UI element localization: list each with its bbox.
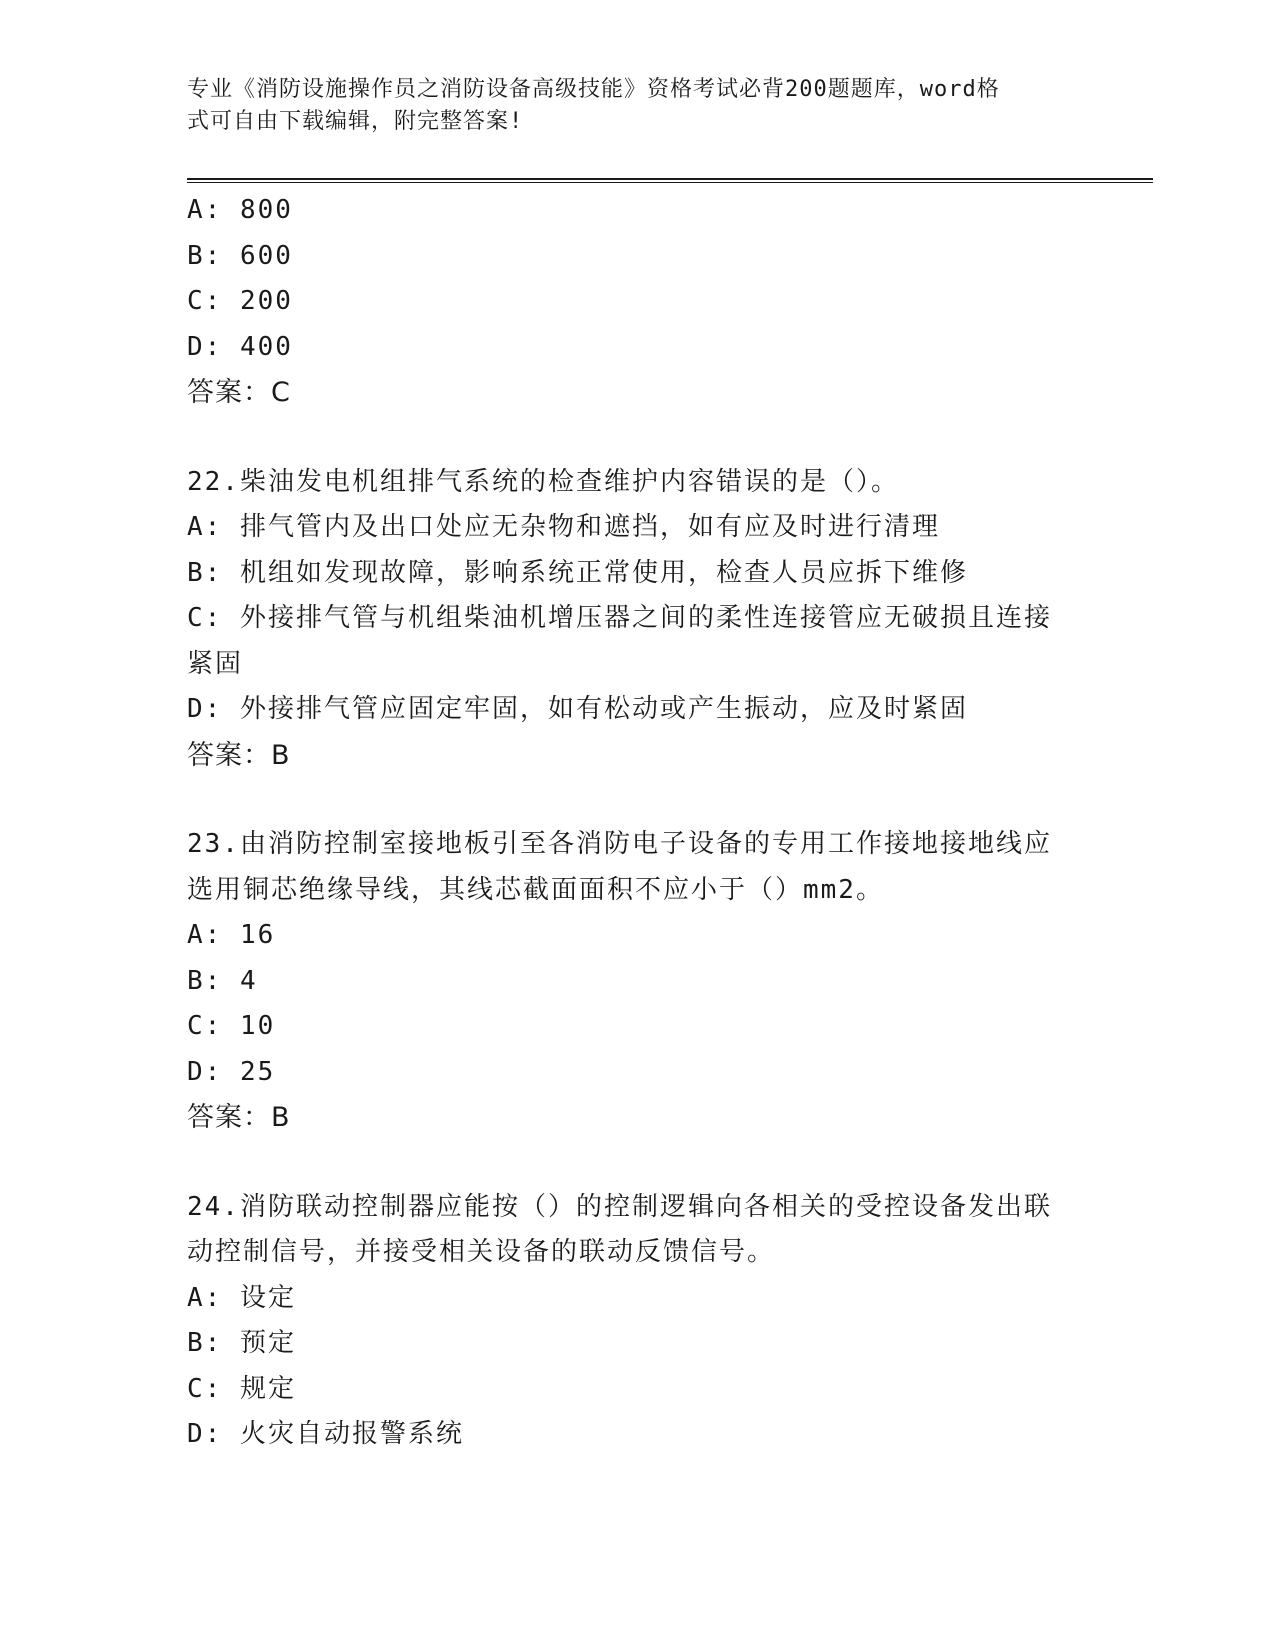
option-c-continued: 紧固 xyxy=(187,648,244,679)
document-body xyxy=(187,188,1087,1458)
spacer xyxy=(187,778,1087,822)
option-d: D: 外接排气管应固定牢固，如有松动或产生振动，应及时紧固 xyxy=(187,694,968,724)
header-title-line-1: 专业《消防设施操作员之消防设备高级技能》资格考试必背200题题库，word格 xyxy=(187,77,1000,102)
option-c: C: 10 xyxy=(187,1011,276,1041)
spacer xyxy=(187,416,1087,460)
question-stem-continued: 选用铜芯绝缘导线，其线芯截面面积不应小于（）mm2。 xyxy=(187,874,884,905)
option-a: A: 800 xyxy=(187,195,293,225)
option-c: C: 规定 xyxy=(187,1373,296,1404)
option-d: D: 400 xyxy=(187,331,293,362)
answer-line: 答案：B xyxy=(187,739,291,771)
answer-line: 答案：C xyxy=(187,377,291,408)
question-stem: 22.柴油发电机组排气系统的检查维护内容错误的是（）。 xyxy=(187,466,899,497)
option-d: D: 火灾自动报警系统 xyxy=(187,1419,464,1449)
answer-line: 答案：B xyxy=(187,1102,291,1133)
option-b: B: 600 xyxy=(187,240,293,271)
option-a: A: 设定 xyxy=(187,1282,296,1313)
option-a: A: 排气管内及出口处应无杂物和遮挡，如有应及时进行清理 xyxy=(187,512,940,542)
question-24 xyxy=(187,1185,1087,1458)
question-stem: 24.消防联动控制器应能按（）的控制逻辑向各相关的受控设备发出联 xyxy=(187,1191,1052,1222)
question-23 xyxy=(187,822,1087,1141)
option-b: B: 4 xyxy=(187,965,258,996)
option-b: B: 机组如发现故障，影响系统正常使用，检查人员应拆下维修 xyxy=(187,557,968,588)
header-title-line-2: 式可自由下载编辑，附完整答案! xyxy=(187,109,524,134)
option-a: A: 16 xyxy=(187,920,276,950)
option-d: D: 25 xyxy=(187,1056,276,1087)
question-22 xyxy=(187,460,1087,779)
question-21-continued xyxy=(187,188,1087,416)
question-stem-continued: 动控制信号，并接受相关设备的联动反馈信号。 xyxy=(187,1237,776,1267)
document-header xyxy=(187,74,1087,138)
option-b: B: 预定 xyxy=(187,1328,296,1358)
spacer xyxy=(187,1141,1087,1185)
question-stem: 23.由消防控制室接地板引至各消防电子设备的专用工作接地接地线应 xyxy=(187,829,1052,859)
header-divider xyxy=(187,178,1153,183)
option-c: C: 200 xyxy=(187,286,293,316)
option-c: C: 外接排气管与机组柴油机增压器之间的柔性连接管应无破损且连接 xyxy=(187,603,1052,633)
